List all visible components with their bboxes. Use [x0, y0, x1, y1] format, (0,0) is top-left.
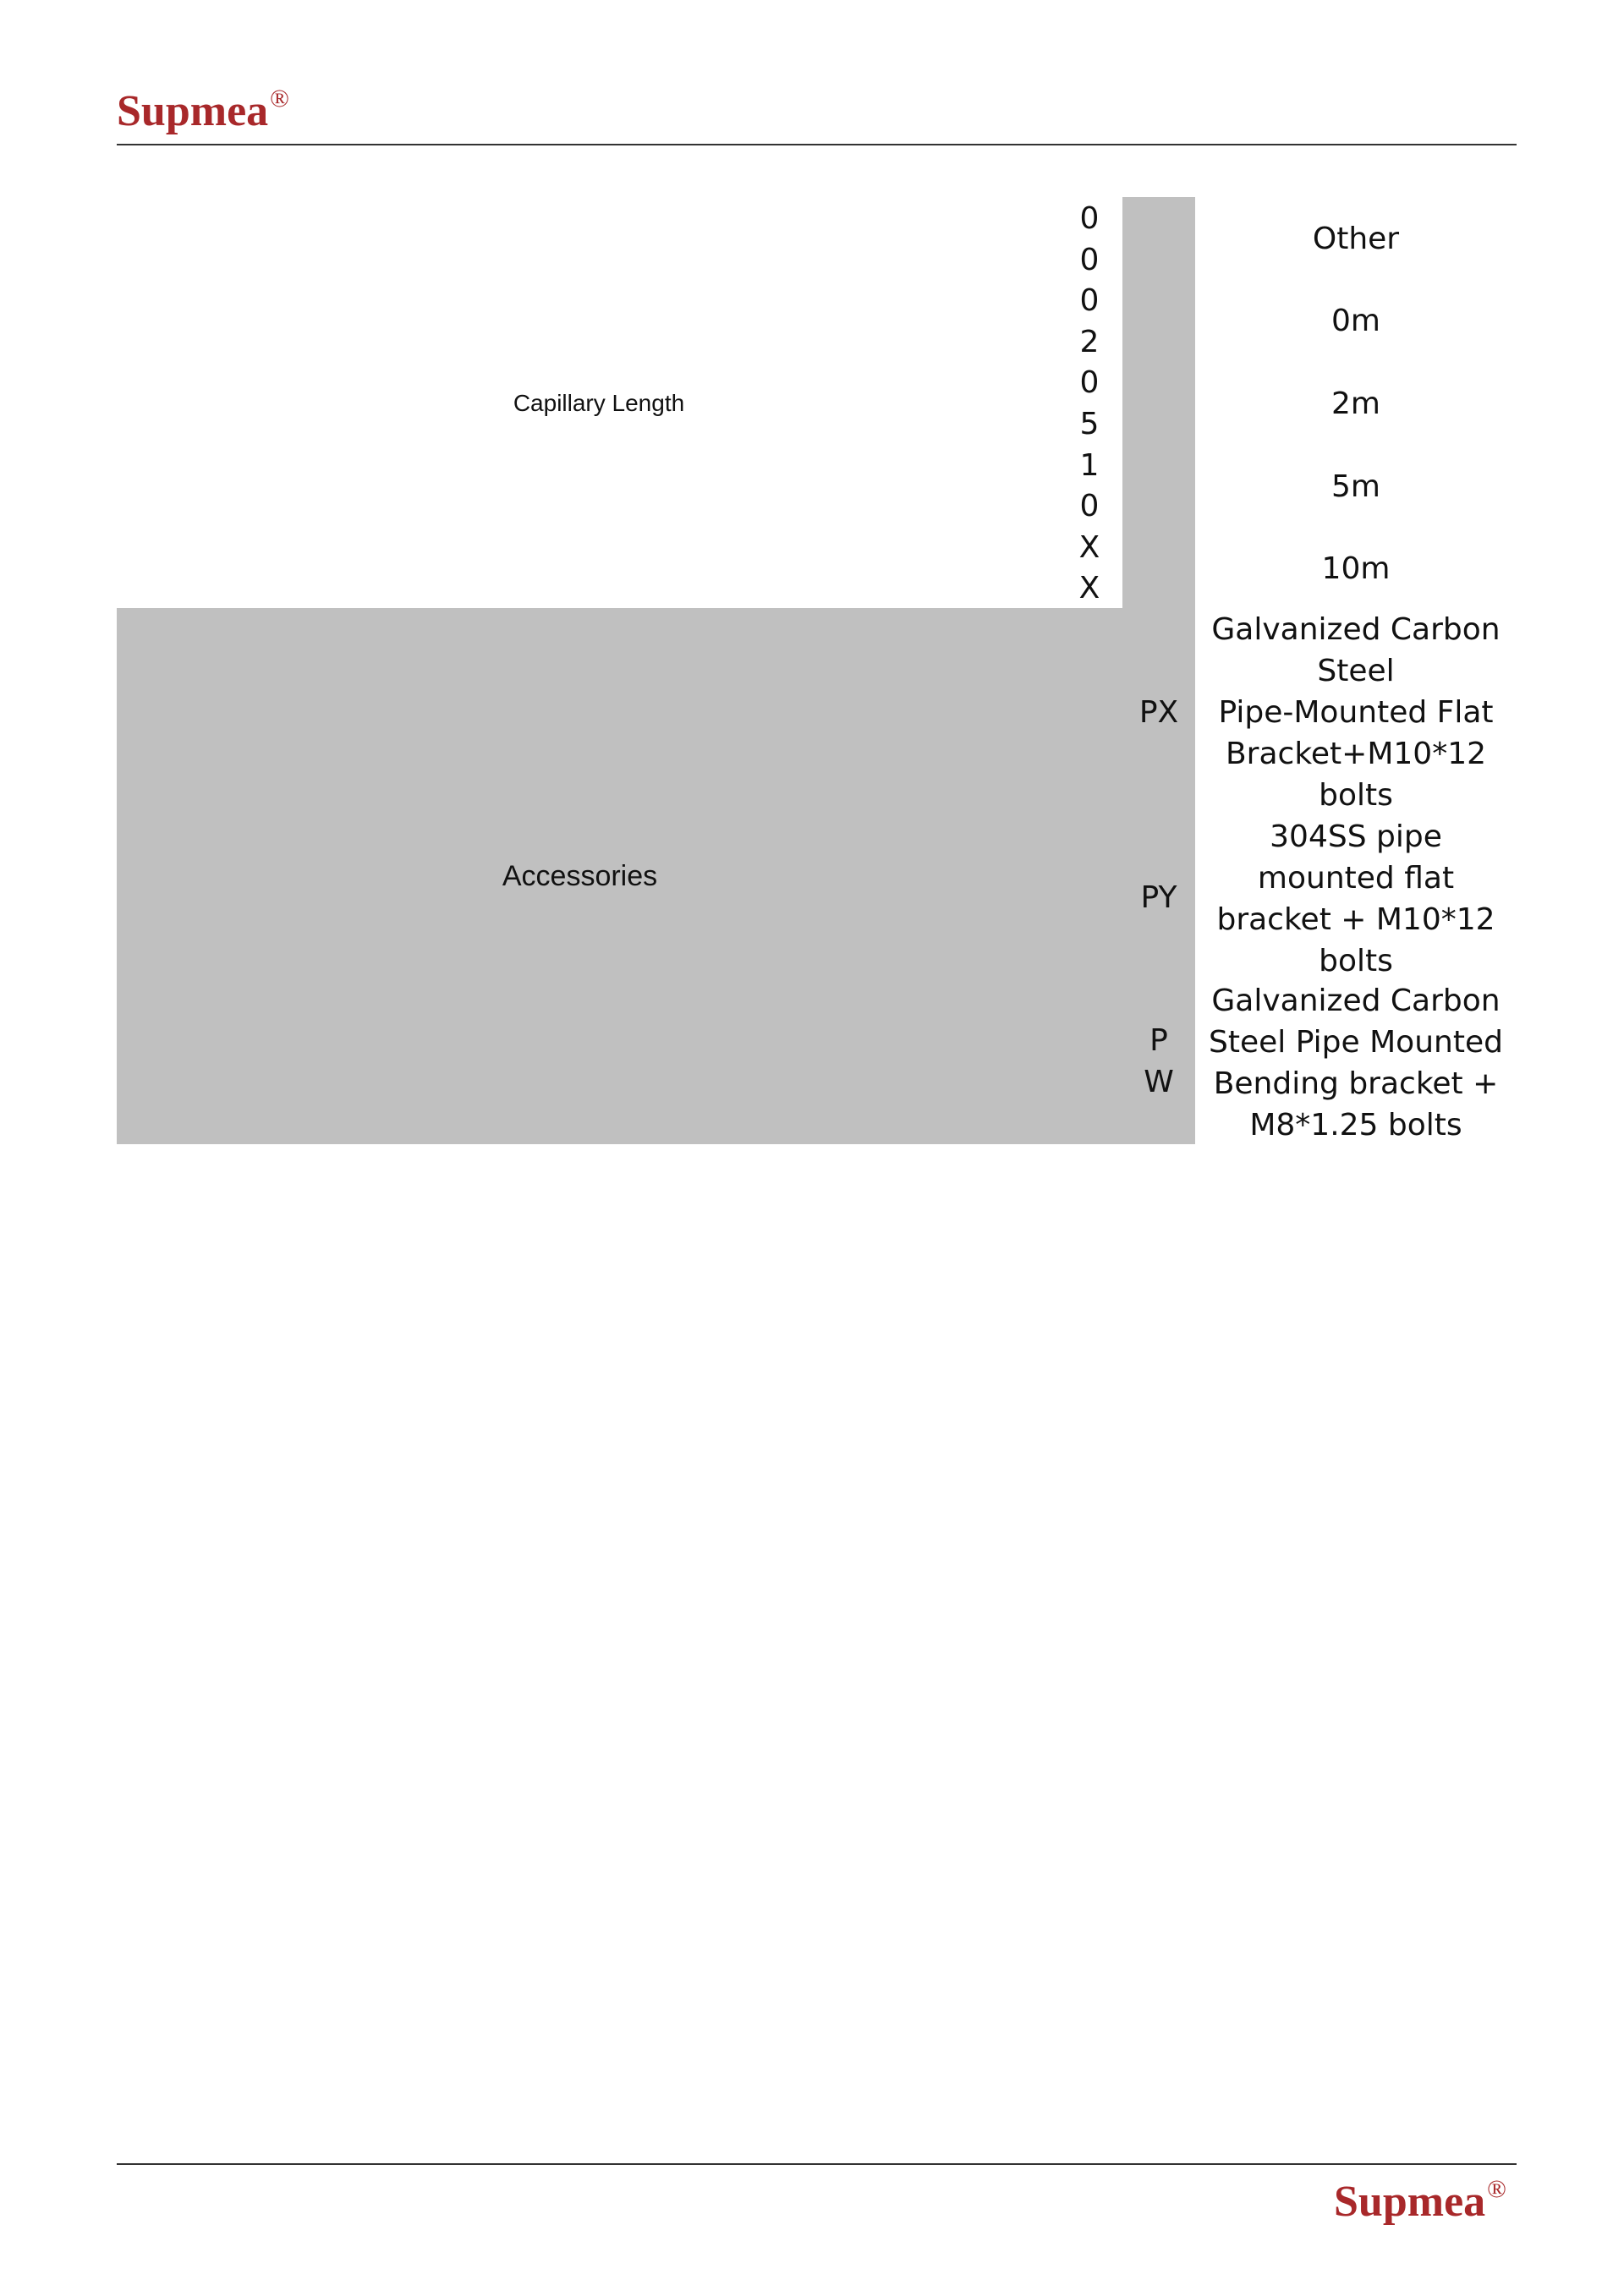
capillary-code-char: 1 [1079, 447, 1100, 483]
accessory-description [1195, 609, 1517, 816]
accessory-description-line: 304SS pipe [1270, 819, 1442, 854]
capillary-code-char: 2 [1079, 324, 1100, 359]
accessory-code-line: W [1144, 1065, 1174, 1099]
capillary-option: 2m [1331, 386, 1380, 421]
footer-logo [1334, 2175, 1506, 2226]
code-column-shading [1122, 197, 1195, 610]
capillary-code-char: X [1078, 529, 1100, 565]
header-logo [117, 85, 289, 135]
accessory-code-line: PX [1138, 695, 1179, 730]
capillary-option: 10m [1321, 551, 1391, 586]
accessory-description-line: M8*1.25 bolts [1249, 1108, 1462, 1143]
accessory-description-line: Bending bracket + [1213, 1066, 1499, 1101]
accessory-description-line: bolts [1319, 778, 1393, 813]
capillary-code-char: X [1078, 571, 1100, 606]
footer-rule [117, 2163, 1517, 2165]
accessory-description-line: Steel Pipe Mounted [1209, 1025, 1503, 1060]
capillary-code-char: 0 [1079, 283, 1100, 319]
capillary-code-char: 0 [1079, 201, 1100, 236]
capillary-code-char: 0 [1079, 365, 1100, 401]
footer-logo-text: Supmea [1334, 2178, 1486, 2226]
accessory-code-line: P [1149, 1023, 1168, 1058]
accessory-description-line: mounted flat [1257, 861, 1455, 896]
capillary-code-char: 0 [1079, 242, 1100, 277]
capillary-length-label-text: Capillary Length [513, 390, 685, 416]
capillary-option: Other [1312, 222, 1400, 256]
capillary-code-column [1064, 199, 1115, 610]
accessory-description-line: Steel [1317, 654, 1395, 688]
accessory-code [1122, 692, 1195, 733]
accessory-code [1122, 877, 1195, 918]
accessories-label-text: Accessories [502, 859, 658, 892]
registered-mark-icon: ® [270, 85, 289, 112]
capillary-option: 5m [1331, 469, 1380, 504]
accessory-code-line: PY [1140, 880, 1177, 915]
capillary-code-char: 5 [1079, 406, 1100, 441]
capillary-length-label [117, 197, 1174, 610]
registered-mark-icon: ® [1487, 2175, 1506, 2203]
accessories-label [117, 608, 1195, 1144]
header-rule [117, 144, 1517, 145]
accessory-description-line: Pipe-Mounted Flat [1218, 695, 1494, 730]
accessory-code [1122, 1020, 1195, 1103]
accessory-description [1195, 816, 1517, 982]
accessory-description-line: Bracket+M10*12 [1225, 737, 1487, 771]
accessory-description-line: Galvanized Carbon [1211, 612, 1501, 647]
accessory-description-line: bracket + M10*12 [1216, 902, 1495, 937]
capillary-option: 0m [1331, 304, 1380, 338]
accessory-description-line: bolts [1319, 944, 1393, 978]
header-logo-text: Supmea [117, 87, 269, 135]
capillary-code-char: 0 [1079, 489, 1100, 524]
accessory-description [1195, 980, 1517, 1146]
accessory-description-line: Galvanized Carbon [1211, 984, 1501, 1018]
